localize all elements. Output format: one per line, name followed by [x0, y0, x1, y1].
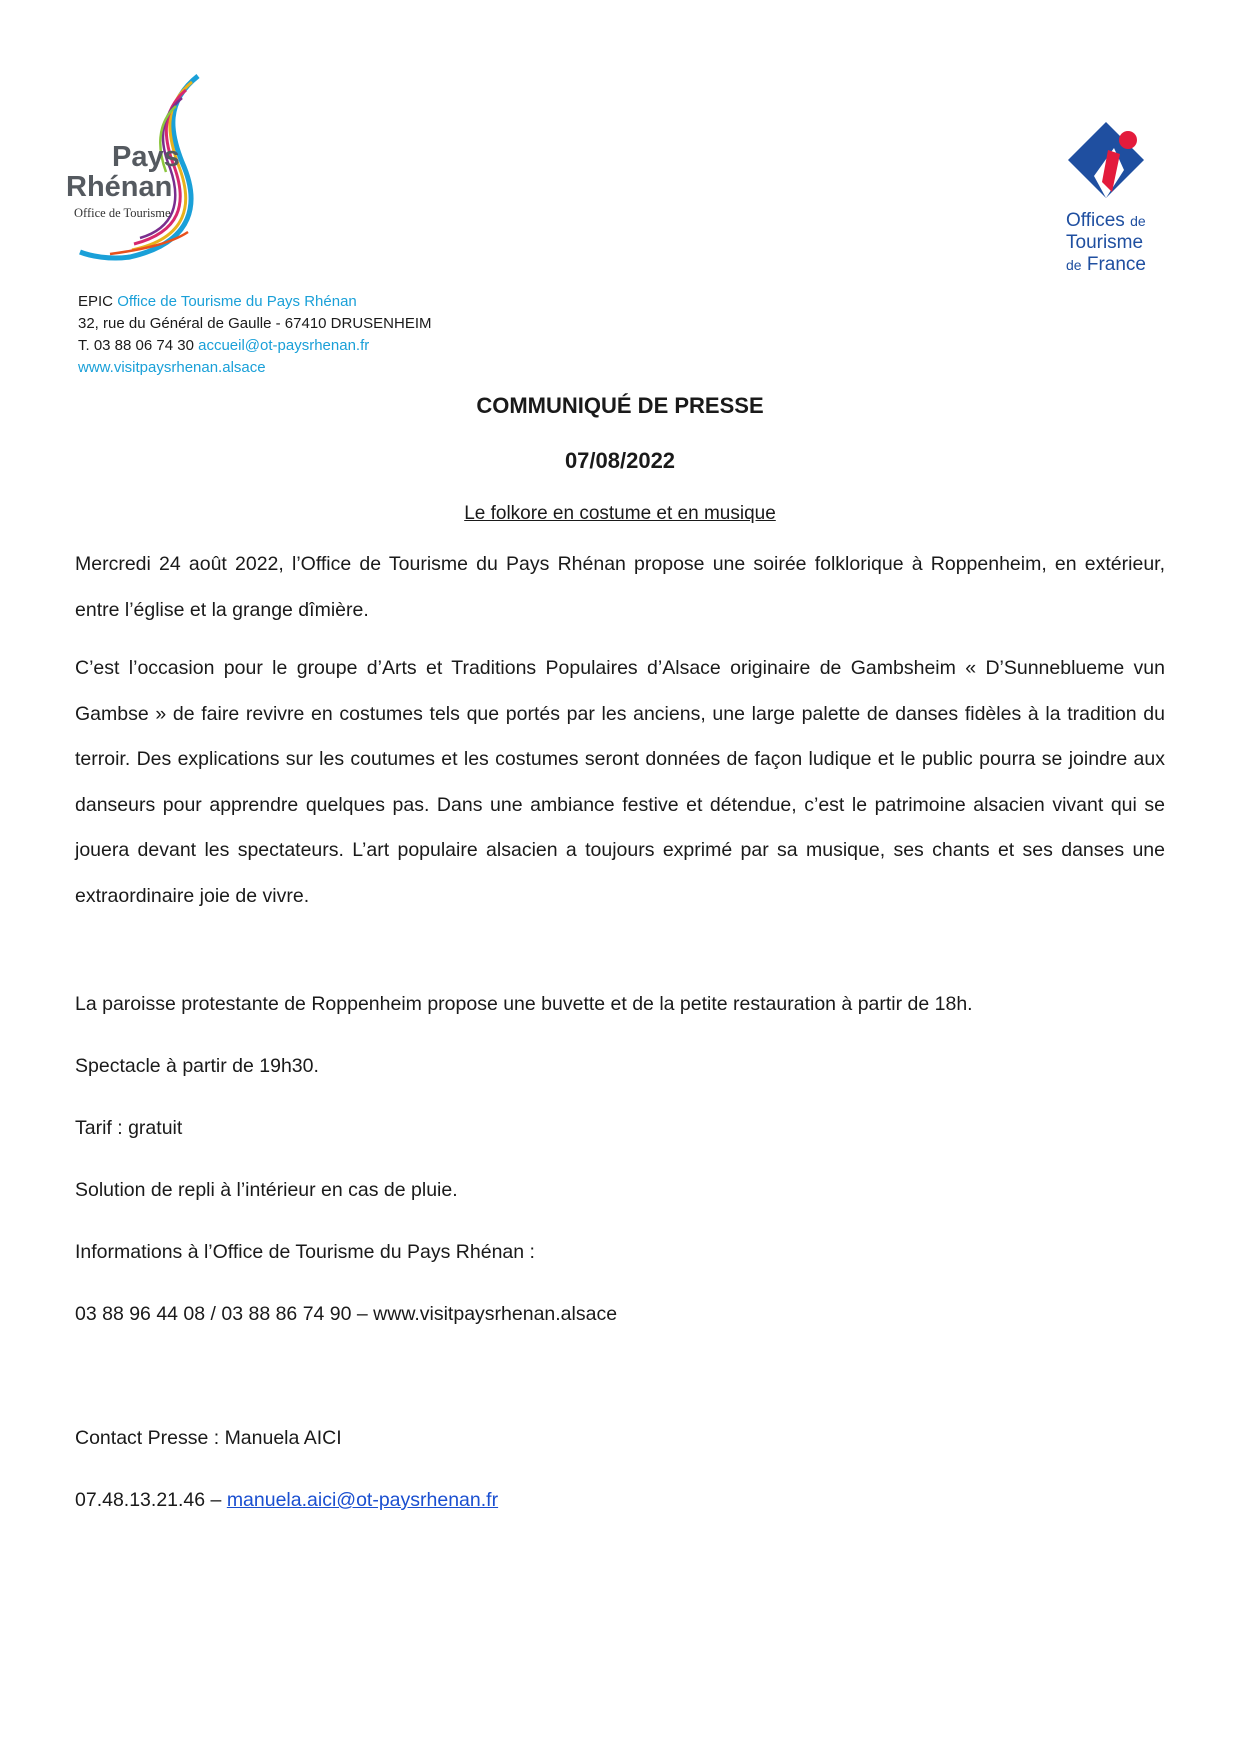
contact-presse-line [75, 1489, 498, 1512]
paragraph-repli: Solution de repli à l’intérieur en cas de pluie. [75, 1179, 458, 1201]
address-street: 32, rue du Général de Gaulle - 67410 DRUSENHEIM [78, 315, 432, 332]
logo-offices-line [1066, 210, 1146, 232]
logo-subtitle: Office de Tourisme [74, 206, 171, 220]
address-website[interactable]: www.visitpaysrhenan.alsace [78, 359, 266, 376]
press-date: 07/08/2022 [564, 448, 676, 473]
contact-phone: 07.48.13.21.46 – [75, 1489, 222, 1511]
offices-tourisme-france-logo [1060, 120, 1180, 290]
page-subtitle: Le folkore en costume et en musique [464, 503, 776, 524]
paragraph-intro: Mercredi 24 août 2022, l’Office de Tourisme du Pays Rhénan propose une soirée folklorique à Roppenheim, en extérieur, entre l’église et la grange dîmière. [75, 553, 1165, 621]
address-phone: T. 03 88 06 74 30 [78, 337, 194, 354]
address-prefix: EPIC [78, 293, 114, 310]
logo-word-rhenan: Rhénan [66, 171, 173, 203]
contact-presse-label: Contact Presse : Manuela AICI [75, 1427, 342, 1449]
address-contact-line [78, 335, 369, 357]
address-org: Office de Tourisme du Pays Rhénan [117, 293, 357, 310]
paragraph-phone-website: 03 88 96 44 08 / 03 88 86 74 90 – www.visitpaysrhenan.alsace [75, 1303, 618, 1325]
contact-email-link[interactable]: manuela.aici@ot-paysrhenan.fr [226, 1489, 499, 1511]
logo-tourisme-line: Tourisme [1066, 232, 1144, 253]
pays-rhenan-logo [66, 72, 230, 282]
logo-de-word-2: de [1066, 257, 1082, 273]
page-title: COMMUNIQUÉ DE PRESSE [476, 393, 764, 418]
paragraph-buvette: La paroisse protestante de Roppenheim propose une buvette et de la petite restauration à partir de 18h. [75, 993, 973, 1015]
logo-de-word: de [1130, 213, 1146, 229]
address-org-line [78, 291, 357, 313]
logo-offices-word: Offices [1066, 210, 1125, 231]
logo-word-pays: Pays [112, 141, 180, 173]
paragraph-description: C’est l’occasion pour le groupe d’Arts et Traditions Populaires d’Alsace originaire de Gambsheim « D’Sunneblueme vun Gambse » de faire revivre en costumes tels que portés par les anciens, une large palette de danses fidèles à la tradition du terroir. Des explications sur les coutumes et les costumes seront données de façon ludique et le public pourra se joindre aux danseurs pour apprendre quelques pas. Dans une ambiance festive et détendue, c’est le patrimoine alsacien vivant qui se jouera devant les spectateurs. L’art populaire alsacien a toujours exprimé par sa musique, ses chants et ses danses une extraordinaire joie de vivre. [75, 657, 1165, 907]
logo-france-word: France [1086, 254, 1146, 275]
address-email[interactable]: accueil@ot-paysrhenan.fr [198, 337, 370, 354]
offices-tourisme-diamond-graphic [1066, 120, 1156, 210]
logo-france-line [1066, 254, 1146, 276]
paragraph-tarif: Tarif : gratuit [75, 1117, 183, 1139]
paragraph-spectacle: Spectacle à partir de 19h30. [75, 1055, 319, 1077]
paragraph-informations: Informations à l’Office de Tourisme du Pays Rhénan : [75, 1241, 535, 1263]
